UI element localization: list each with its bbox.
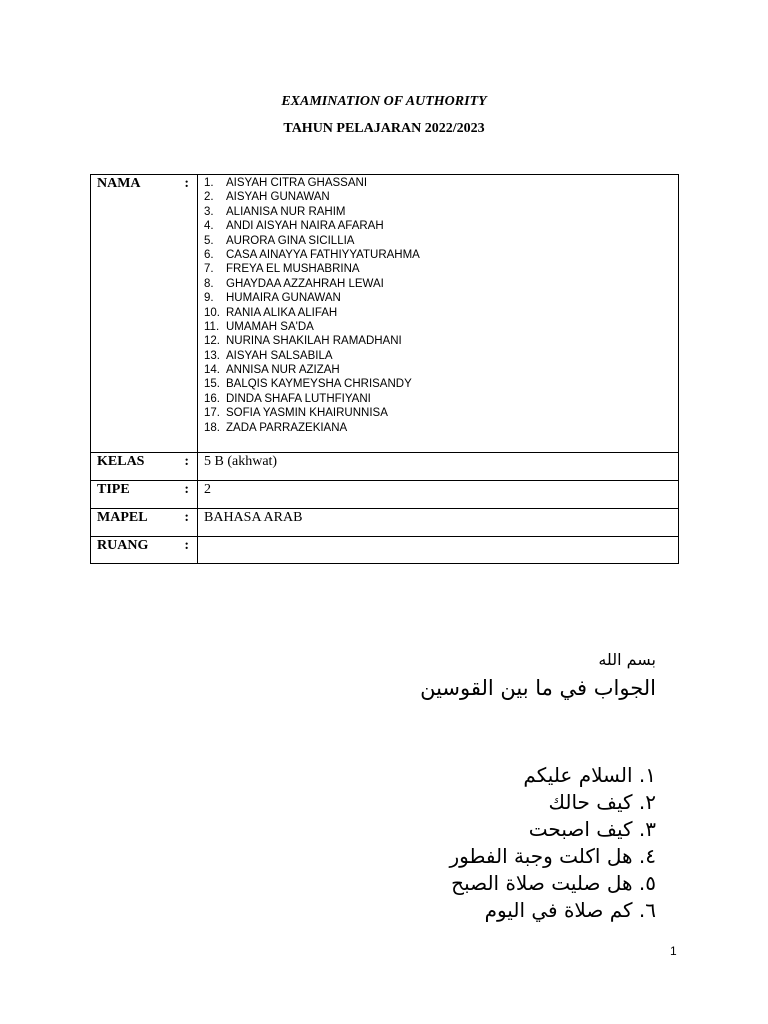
tipe-colon: : <box>184 482 189 497</box>
question-item: ٣. كيف اصبحت <box>528 817 656 841</box>
name-number: 3. <box>204 205 214 218</box>
name-list-item <box>204 248 678 262</box>
name-list-item <box>204 349 678 363</box>
question-item: ٥. هل صليت صلاة الصبح <box>451 871 656 895</box>
kelas-label-cell <box>91 453 198 481</box>
document-title: EXAMINATION OF AUTHORITY <box>281 94 487 109</box>
name-list-item <box>204 190 678 204</box>
name-number: 8. <box>204 277 214 290</box>
name-number: 2. <box>204 191 214 204</box>
tipe-label: TIPE <box>97 482 130 497</box>
name-number: 17. <box>204 407 220 420</box>
ruang-value-cell <box>198 537 679 564</box>
mapel-value-cell <box>198 509 679 537</box>
mapel-label-cell <box>91 509 198 537</box>
student-name: BALQIS KAYMEYSHA CHRISANDY <box>226 378 412 391</box>
kelas-colon: : <box>184 454 189 469</box>
student-name: ALIANISA NUR RAHIM <box>226 205 346 218</box>
name-number: 14. <box>204 364 220 377</box>
name-list-item <box>204 377 678 391</box>
name-number: 10. <box>204 306 220 319</box>
row-nama <box>91 175 679 453</box>
name-number: 5. <box>204 234 214 247</box>
name-number: 16. <box>204 392 220 405</box>
name-list-item <box>204 262 678 276</box>
name-number: 4. <box>204 220 214 233</box>
document-subtitle: TAHUN PELAJARAN 2022/2023 <box>283 121 485 136</box>
student-name: ANNISA NUR AZIZAH <box>226 364 340 377</box>
row-mapel <box>91 509 679 537</box>
row-kelas <box>91 453 679 481</box>
student-name: ANDI AISYAH NAIRA AFARAH <box>226 220 384 233</box>
name-list-item <box>204 406 678 420</box>
page-number: 1 <box>670 944 677 958</box>
tipe-value: 2 <box>204 482 211 497</box>
name-number: 9. <box>204 292 214 305</box>
student-name: UMAMAH SA'DA <box>226 320 314 333</box>
row-tipe <box>91 481 679 509</box>
instruction-text: الجواب في ما بين القوسين <box>420 676 656 700</box>
nama-label: NAMA <box>97 176 141 191</box>
questions-list <box>449 762 656 924</box>
name-list-item <box>204 176 678 190</box>
mapel-value: BAHASA ARAB <box>204 510 303 525</box>
name-number: 1. <box>204 177 214 189</box>
question-item: ٦. كم صلاة في اليوم <box>484 898 656 922</box>
question-item: ٤. هل اكلت وجبة الفطور <box>449 844 656 868</box>
name-list-item <box>204 234 678 248</box>
name-list-item <box>204 277 678 291</box>
name-list-item <box>204 392 678 406</box>
name-list-item <box>204 363 678 377</box>
student-name: GHAYDAA AZZAHRAH LEWAI <box>226 277 384 290</box>
name-number: 7. <box>204 263 214 276</box>
kelas-label: KELAS <box>97 454 145 469</box>
nama-colon: : <box>184 176 189 191</box>
tipe-value-cell <box>198 481 679 509</box>
student-name: AURORA GINA SICILLIA <box>226 234 355 247</box>
student-name: NURINA SHAKILAH RAMADHANI <box>226 335 402 348</box>
ruang-value <box>198 537 678 538</box>
kelas-value-cell <box>198 453 679 481</box>
name-number: 13. <box>204 349 220 362</box>
name-number: 11. <box>204 320 220 333</box>
bismillah-text: بسم الله <box>598 650 656 669</box>
names-list <box>198 175 678 435</box>
student-name: ZADA PARRAZEKIANA <box>226 421 348 434</box>
name-number: 6. <box>204 248 214 261</box>
question-item: ١. السلام عليكم <box>523 763 656 787</box>
name-list-item <box>204 421 678 435</box>
student-name: SOFIA YASMIN KHAIRUNNISA <box>226 407 388 420</box>
student-name: RANIA ALIKA ALIFAH <box>226 306 338 319</box>
tipe-label-cell <box>91 481 198 509</box>
student-info-table <box>90 174 679 564</box>
question-item: ٢. كيف حالك <box>548 790 656 814</box>
ruang-label-cell <box>91 537 198 564</box>
student-name: FREYA EL MUSHABRINA <box>226 263 360 276</box>
row-ruang <box>91 537 679 564</box>
name-number: 18. <box>204 421 220 434</box>
student-name: AISYAH GUNAWAN <box>226 191 330 204</box>
ruang-label: RUANG <box>97 538 149 553</box>
mapel-colon: : <box>184 510 189 525</box>
student-name: AISYAH CITRA GHASSANI <box>226 177 368 189</box>
name-number: 12. <box>204 335 220 348</box>
name-list-item <box>204 306 678 320</box>
name-number: 15. <box>204 378 220 391</box>
name-list-item <box>204 205 678 219</box>
student-name: DINDA SHAFA LUTHFIYANI <box>226 392 371 405</box>
kelas-value: 5 B (akhwat) <box>204 454 278 469</box>
mapel-label: MAPEL <box>97 510 148 525</box>
name-list-item <box>204 219 678 233</box>
student-name: HUMAIRA GUNAWAN <box>226 292 341 305</box>
student-name: AISYAH SALSABILA <box>226 349 333 362</box>
nama-label-cell <box>91 175 198 453</box>
name-list-item <box>204 320 678 334</box>
name-list-item <box>204 291 678 305</box>
nama-value-cell <box>198 175 679 453</box>
student-name: CASA AINAYYA FATHIYYATURAHMA <box>226 248 420 261</box>
name-list-item <box>204 334 678 348</box>
ruang-colon: : <box>184 538 189 553</box>
